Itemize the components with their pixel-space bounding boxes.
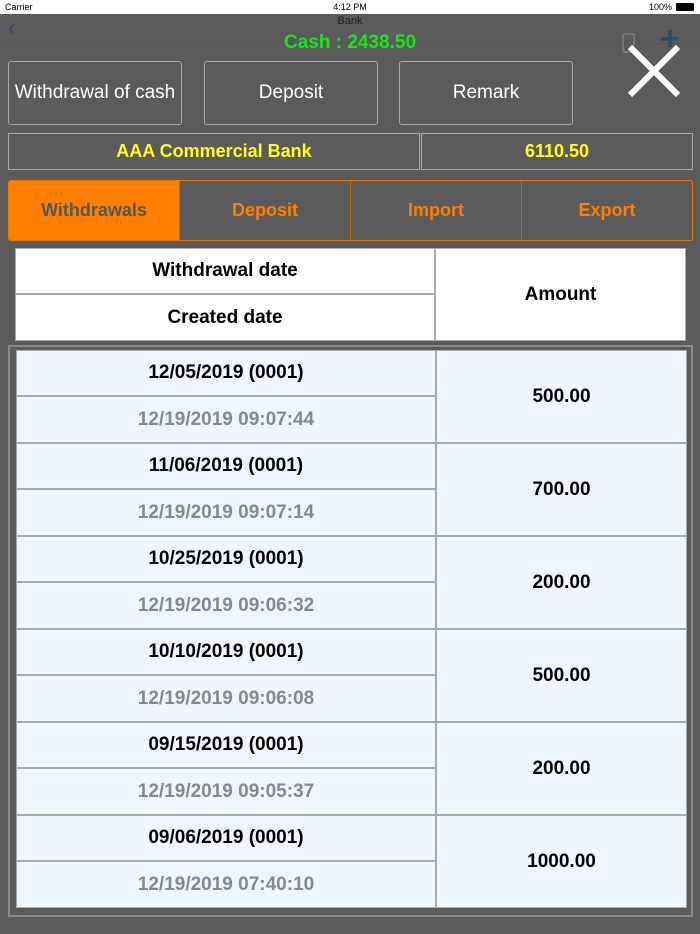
- table-row[interactable]: [16, 536, 687, 629]
- table-row[interactable]: [16, 815, 687, 908]
- withdrawal-list[interactable]: [8, 345, 693, 917]
- created-date: 12/19/2019 09:06:08: [137, 688, 315, 709]
- battery-icon: [676, 3, 694, 11]
- tab-bar: [8, 180, 693, 241]
- created-date: 12/19/2019 09:05:37: [137, 781, 315, 802]
- clock: 4:12 PM: [333, 2, 367, 12]
- withdrawal-date: 09/15/2019 (0001): [17, 723, 435, 769]
- nav-title: Bank: [337, 15, 363, 27]
- table-row[interactable]: [16, 443, 687, 536]
- withdrawal-of-cash-button[interactable]: Withdrawal of cash: [8, 61, 182, 125]
- amount: 1000.00: [435, 816, 686, 907]
- header-created-date[interactable]: Created date: [167, 307, 283, 328]
- tab-export[interactable]: Export: [521, 181, 692, 240]
- withdrawal-date: 12/05/2019 (0001): [17, 351, 435, 397]
- created-date: 12/19/2019 07:40:10: [137, 874, 315, 895]
- close-icon[interactable]: [626, 44, 682, 100]
- amount: 200.00: [435, 537, 686, 628]
- table-row[interactable]: [16, 722, 687, 815]
- created-date: 12/19/2019 09:07:14: [137, 502, 315, 523]
- tab-import[interactable]: Import: [350, 181, 521, 240]
- withdrawal-date: 10/25/2019 (0001): [17, 537, 435, 583]
- amount: 700.00: [435, 444, 686, 535]
- withdrawal-date: 11/06/2019 (0001): [17, 444, 435, 490]
- header-withdrawal-date[interactable]: Withdrawal date: [16, 249, 434, 295]
- amount: 500.00: [435, 351, 686, 442]
- header-amount[interactable]: Amount: [434, 249, 685, 340]
- created-date: 12/19/2019 09:06:32: [137, 595, 315, 616]
- withdrawal-date: 10/10/2019 (0001): [17, 630, 435, 676]
- status-bar: [0, 0, 700, 14]
- carrier: Carrier: [5, 2, 33, 12]
- add-plus-icon[interactable]: +: [660, 20, 680, 58]
- battery-percent: 100%: [648, 2, 672, 12]
- withdrawal-date: 09/06/2019 (0001): [17, 816, 435, 862]
- created-date: 12/19/2019 09:07:44: [137, 409, 315, 430]
- deposit-button[interactable]: Deposit: [204, 61, 378, 125]
- bank-name[interactable]: AAA Commercial Bank: [8, 133, 420, 170]
- tab-withdrawals[interactable]: Withdrawals: [9, 181, 179, 240]
- remark-button[interactable]: Remark: [399, 61, 573, 125]
- cash-balance: Cash : 2438.50: [283, 32, 417, 53]
- bank-balance: 6110.50: [421, 133, 693, 170]
- amount: 200.00: [435, 723, 686, 814]
- table-row[interactable]: [16, 629, 687, 722]
- tab-deposit[interactable]: Deposit: [179, 181, 350, 240]
- back-chevron-icon[interactable]: ‹: [8, 15, 16, 40]
- table-header: [15, 248, 686, 341]
- table-row[interactable]: [16, 350, 687, 443]
- amount: 500.00: [435, 630, 686, 721]
